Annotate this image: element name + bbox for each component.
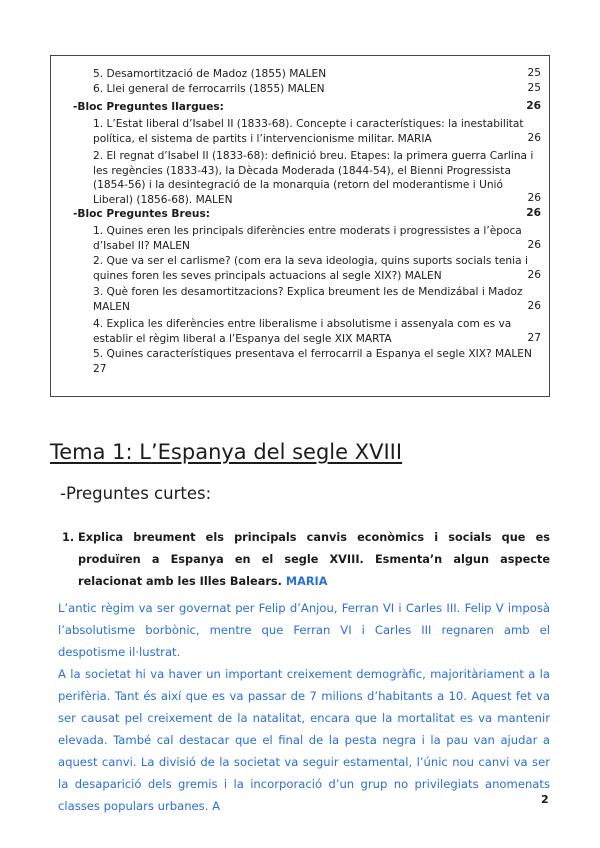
- toc-page-number: 26: [527, 132, 541, 144]
- toc-section-short-questions[interactable]: -Bloc Preguntes Breus:: [73, 208, 210, 220]
- toc-page-number: 26: [526, 207, 541, 219]
- toc-section-long-questions[interactable]: -Bloc Preguntes llargues:: [73, 101, 224, 113]
- toc-item[interactable]: 5. Desamortització de Madoz (1855) MALEN: [93, 68, 327, 80]
- toc-item[interactable]: 6. Llei general de ferrocarrils (1855) MALEN: [93, 83, 325, 95]
- table-of-contents: [50, 55, 550, 397]
- toc-page-number: 26: [527, 239, 541, 251]
- section-title: Tema 1: L’Espanya del segle XVIII: [50, 440, 403, 464]
- toc-item[interactable]: 5. Quines característiques presentava el ferrocarril a Espanya el segle XIX? MALEN 27: [93, 348, 532, 375]
- toc-page-number: 26: [527, 269, 541, 281]
- answer-paragraph: L’antic règim va ser governat per Felip d’Anjou, Ferran VI i Carles III. Felip V imposà l’absolutisme borbònic, mentre que Ferran VI i Carles III regnaren amb el despotisme il·lustrat.: [58, 601, 550, 659]
- page-number: 2: [541, 793, 549, 806]
- toc-item[interactable]: 1. Quines eren les principals diferències entre moderats i progressistes a l’època d’Isabel II? MALEN: [93, 225, 522, 252]
- toc-page-number: 26: [527, 192, 541, 204]
- answer-paragraph: A la societat hi va haver un important creixement demogràfic, majoritàriament a la perifèria. Tant és així que es va passar de 7 milions d’habitants a 10. Aquest fet va ser causat pel creixement de la natalitat, encara que la mortalitat es va mantenir elevada. També cal destacar que el final de la pesta negra i la pau van ajudar a aquest canvi. La divisió de la societat va seguir estamental, l’únic nou canvi va ser la desaparició dels gremis i la incorporació d’un grup no privilegiats anomenats classes populars urbanes. A: [58, 667, 550, 813]
- question-author: MARIA: [285, 575, 328, 588]
- question-text: Explica breument els principals canvis econòmics i socials que es produïren a Espanya en el segle XVIII. Esmenta’n algun aspecte relacionat amb les Illes Balears.: [78, 531, 550, 588]
- question: [62, 527, 550, 593]
- question-number: 1.: [62, 531, 75, 544]
- section-subtitle: -Preguntes curtes:: [60, 484, 212, 503]
- toc-item[interactable]: 2. Que va ser el carlisme? (com era la seva ideologia, quins suports socials tenia i quines foren les seves principals actuacions al segle XIX?) MALEN: [93, 255, 528, 282]
- toc-item[interactable]: 3. Què foren les desamortitzacions? Explica breument les de Mendizábal i Madoz MALEN: [93, 286, 523, 313]
- toc-item[interactable]: 4. Explica les diferències entre liberalisme i absolutisme i assenyala com es va establir el règim liberal a l’Espanya del segle XIX MARTA: [93, 318, 512, 345]
- toc-item[interactable]: 2. El regnat d’Isabel II (1833-68): definició breu. Etapes: la primera guerra Carlina i les regències (1833-43), la Dècada Moderada (1844-54), el Bienni Progressista (1854-56) i la desintegració de la monarquia (retorn del moderantisme i Unió Liberal) (1856-68). MALEN: [93, 150, 534, 206]
- toc-page-number: 25: [527, 67, 541, 79]
- toc-page-number: 26: [526, 100, 541, 112]
- toc-item[interactable]: 1. L’Estat liberal d’Isabel II (1833-68). Concepte i característiques: la inestabilitat política, el sistema de partits i l’intervencionisme militar. MARIA: [93, 118, 524, 145]
- toc-page-number: 26: [527, 300, 541, 312]
- toc-page-number: 27: [527, 332, 541, 344]
- toc-page-number: 25: [527, 82, 541, 94]
